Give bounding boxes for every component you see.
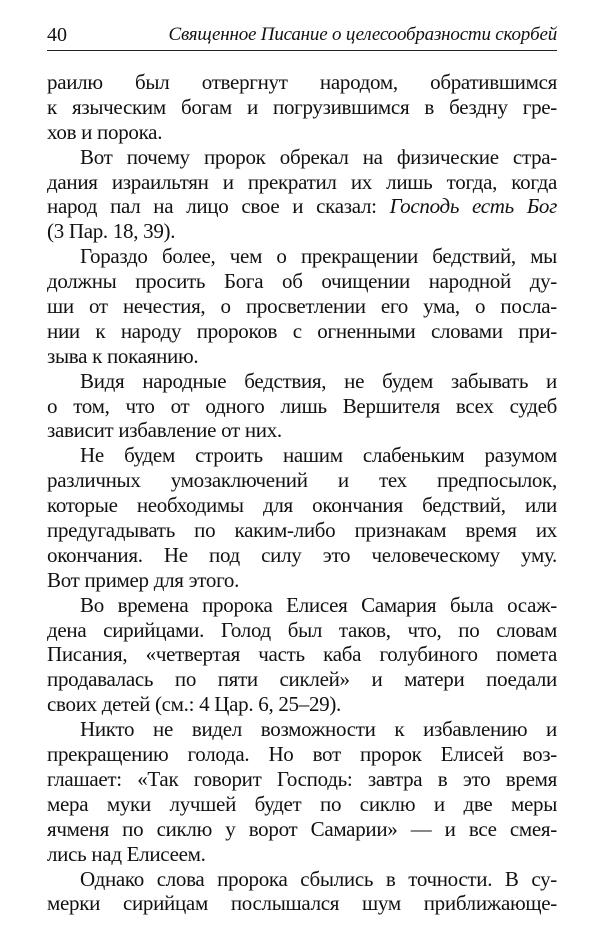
text-line: нии к народу пророков с огненными словами при- — [47, 318, 557, 343]
text-line: хов и порока. — [47, 119, 163, 144]
text-line: лись над Елисеем. — [47, 841, 206, 866]
text-line — [47, 194, 557, 219]
text-line: окончания. Не под силу это человеческому уму. — [47, 542, 557, 567]
paragraph — [47, 145, 557, 245]
text-line: мерки сирийцам послышался шум приближающе- — [47, 891, 557, 916]
paragraph — [47, 369, 557, 444]
text-line: своих детей (см.: 4 Цар. 6, 25–29). — [47, 692, 341, 717]
text-line: продавалась по пяти сиклей» и матери поедали — [47, 667, 557, 692]
text-line: Писания, «четвертая часть каба голубиного помета — [47, 642, 557, 667]
text-line: мера муки лучшей будет по сиклю и две меры — [47, 791, 557, 816]
paragraph — [47, 867, 557, 917]
text-line: Вот пример для этого. — [47, 567, 240, 592]
text-line: дания израильтян и прекратил их лишь тогда, когда — [47, 169, 557, 194]
text-line: ши от нечестия, о просветлении его ума, о посла- — [47, 294, 557, 319]
text-line: Не будем строить нашим слабеньким разумом — [80, 443, 557, 468]
page-body — [47, 70, 557, 916]
text-line: которые необходимы для окончания бедствий, или — [47, 493, 557, 518]
paragraph — [47, 717, 557, 866]
text-line: зыва к покаянию. — [47, 343, 199, 368]
text-segment: народ пал на лицо свое и сказал: — [47, 194, 390, 219]
text-line: Видя народные бедствия, не будем забывать и — [80, 368, 557, 393]
text-line: о том, что от одного лишь Вершителя всех судеб — [47, 393, 557, 418]
text-line: Во времена пророка Елисея Самария была осаж- — [80, 592, 557, 617]
text-line: зависит избавление от них. — [47, 418, 282, 443]
text-line: Вот почему пророк обрекал на физические стра- — [80, 144, 557, 169]
text-line: предугадывать по каким-либо признакам время их — [47, 518, 557, 543]
paragraph — [47, 443, 557, 592]
running-title: Священное Писание о целесообразности скорбей — [168, 24, 557, 45]
page-number: 40 — [47, 24, 67, 46]
paragraph — [47, 70, 557, 145]
text-line: (3 Пар. 18, 39). — [47, 219, 176, 244]
text-line: дена сирийцами. Голод был таков, что, по словам — [47, 617, 557, 642]
paragraph — [47, 593, 557, 717]
page-header — [47, 18, 557, 51]
text-line: ячменя по сиклю у ворот Самарии» — и все смея- — [47, 816, 557, 841]
text-line: различных умозаключений и тех предпосылок, — [47, 468, 557, 493]
text-line: Гораздо более, чем о прекращении бедствий, мы — [80, 244, 557, 269]
text-line: глашает: «Так говорит Господь: завтра в это время — [47, 766, 557, 791]
paragraph — [47, 244, 557, 368]
text-line: должны просить Бога об очищении народной ду- — [47, 269, 557, 294]
text-line: Однако слова пророка сбылись в точности. В су- — [80, 866, 557, 891]
text-line: прекращению голода. Но вот пророк Елисей воз- — [47, 742, 557, 767]
text-line: Никто не видел возможности к избавлению и — [80, 717, 557, 742]
text-line: раилю был отвергнут народом, обратившимся — [47, 70, 557, 94]
italic-quote: Господь есть Бог — [389, 194, 558, 219]
text-line: к языческим богам и погрузившимся в бездну гре- — [47, 94, 557, 119]
